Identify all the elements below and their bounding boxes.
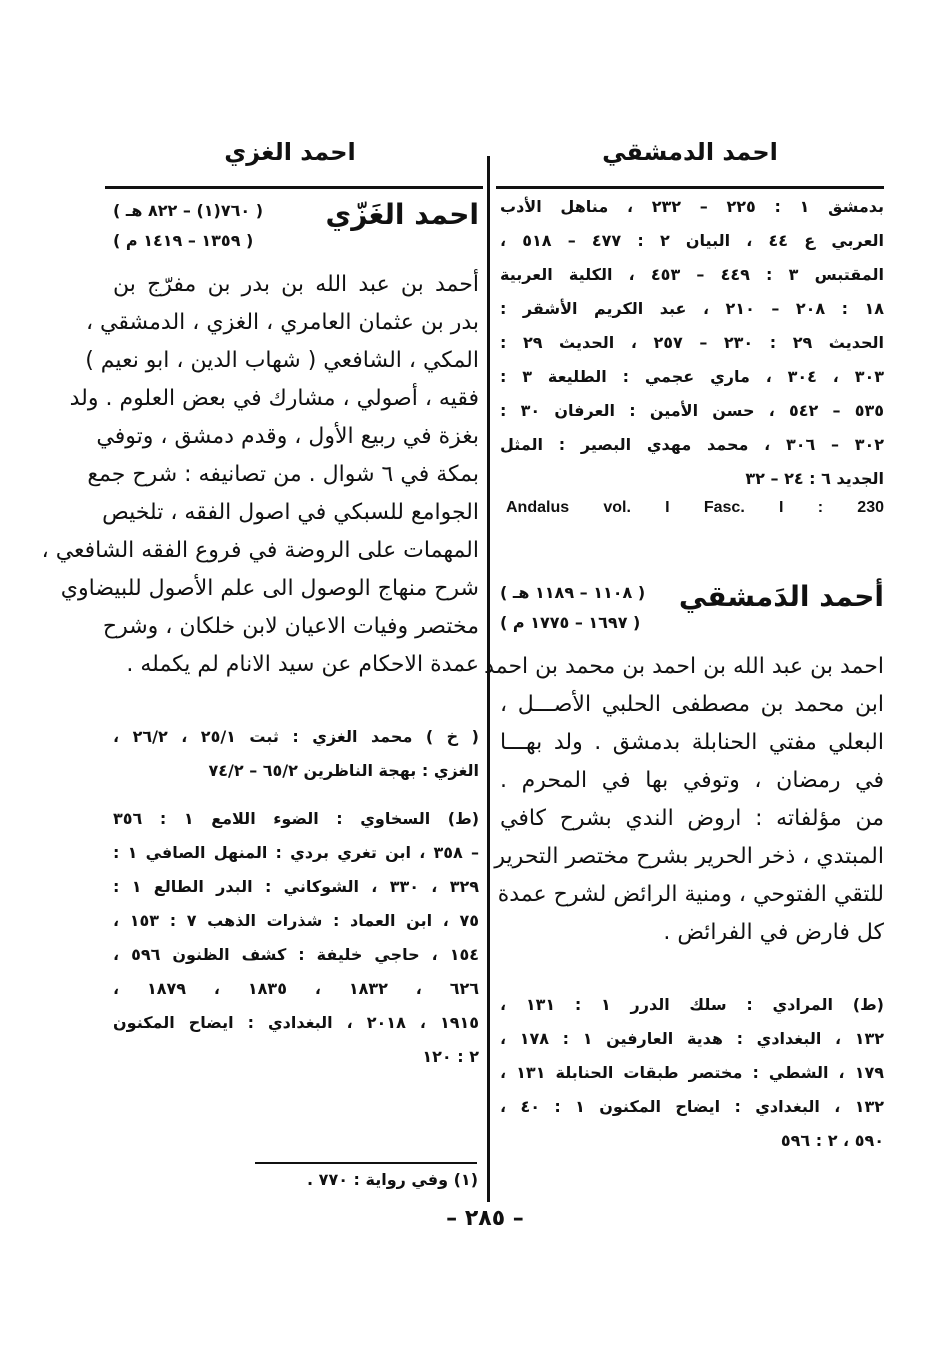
footnote-rule <box>255 1162 477 1164</box>
dates-hijri: ( ۱۱۰۸ – ۱۱۸۹ هـ ) <box>500 583 646 602</box>
running-header-right: احمد الدمشقي <box>602 138 778 166</box>
body-line: فقيه ، أصولي ، مشارك في بعض العلوم . ولد <box>69 386 479 411</box>
manuscript-sources <box>113 720 479 788</box>
body-line: شرح منهاج الوصول الى علم الأصول للبيضاوي <box>60 576 479 601</box>
left-column <box>41 196 480 1074</box>
reference-line: الجديد ٦ : ٢٤ – ٣٢ <box>745 469 884 488</box>
right-column <box>484 190 885 1158</box>
running-header-left: احمد الغزي <box>224 138 356 166</box>
source-line: – ۳٥۸ ، ابن تغري بردي : المنهل الصافي ۱ : <box>113 843 480 862</box>
body-line: أحمد بن عبد الله بن بدر بن مفرّج بن <box>113 272 479 297</box>
reference-line: ٣٠٣ ، ٣٠٤ ، ماري عجمي : الطليعة ٣ : <box>500 367 885 386</box>
entry-body <box>41 266 479 684</box>
entry-name: احمد الغَزّي <box>325 198 479 231</box>
source-line: ۱۳۲ ، البغدادي : هدية العارفين ۱ : ۱۷۸ ، <box>500 1029 885 1048</box>
entry-body <box>484 648 884 952</box>
source-line: ٥٩٠ ، ۲ : ٥٩٦ <box>780 1131 884 1150</box>
continuation-references <box>500 190 884 520</box>
entry-dates <box>113 196 263 256</box>
header-rule-left <box>105 186 483 189</box>
source-line: ۱۷۹ ، الشطي : مختصر طبقات الحنابلة ۱۳۱ ، <box>500 1063 884 1082</box>
source-line: (ط) السخاوي : الضوء اللامع ۱ : ۳٥٦ <box>113 809 480 828</box>
source-line: ٦۲٦ ، ۱۸۳۲ ، ۱۸۳٥ ، ۱۸۷۹ ، <box>113 979 480 998</box>
latin-reference: Andalus vol. I Fasc. I : 230 <box>506 499 884 516</box>
source-line: (ط) المرادي : سلك الدرر ۱ : ۱۳۱ ، <box>500 995 884 1014</box>
reference-line: ٥٣٥ – ٥٤٢ ، حسن الأمين : العرفان ٣٠ : <box>500 401 885 420</box>
body-line: احمد بن عبد الله بن احمد بن محمد بن احمد <box>484 654 884 679</box>
reference-line: ١٨ : ٢٠٨ – ٢١٠ ، عبد الكريم الأشقر : <box>500 299 885 318</box>
source-line: الغزي : بهجة الناظرين ٦٥/٢ – ٧٤/٢ <box>208 761 479 780</box>
dates-hijri: ( ۷٦۰(۱) – ۸۲۲ هـ ) <box>113 201 264 220</box>
source-line: ۱۹۱٥ ، ۲۰۱۸ ، البغدادي : ايضاح المكنون <box>113 1013 480 1032</box>
body-line: بغزة في ربيع الأول ، وقدم دمشق ، وتوفي <box>96 424 479 449</box>
printed-sources <box>113 802 479 1074</box>
body-line: المبتدي ، ذخر الحرير بشرح مختصر التحرير <box>494 844 884 869</box>
dates-gregorian: ( ۱٦۹۷ – ۱۷۷٥ م ) <box>500 613 641 632</box>
body-line: بدر بن عثمان العامري ، الغزي ، الدمشقي ، <box>85 310 479 335</box>
source-line: ۲ : ۱۲۰ <box>422 1047 479 1066</box>
source-line: ۳۲۹ ، ۳۳۰ ، الشوكاني : البدر الطالع ۱ : <box>113 877 479 896</box>
entry-dates <box>500 578 645 638</box>
body-line: مختصر وفيات الاعيان لابن خلكان ، وشرح <box>102 614 479 639</box>
source-line: ۱٥٤ ، حاجي خليفة : كشف الظنون ٥۹٦ ، <box>113 945 479 964</box>
reference-line: العربي ع ٤٤ ، البيان ۲ : ٤٧٧ – ٥١٨ ، <box>500 231 884 250</box>
page-number: – ۲۸٥ – <box>446 1206 524 1231</box>
reference-line: ٣٠٢ – ٣٠٦ ، محمد مهدي البصير : المثل <box>500 435 885 454</box>
body-line: بمكة في ٦ شوال . من تصانيفه : شرح جمع <box>87 462 479 487</box>
footnote: (۱) وفي رواية : ۷۷۰ . <box>307 1170 478 1189</box>
entry-name: أحمد الدَمشقي <box>678 580 884 613</box>
source-line: ( خ ) محمد الغزي : ثبت ٢٥/١ ، ٢٦/٢ ، <box>113 727 479 746</box>
body-line: المهمات على الروضة في فروع الفقه الشافعي ، <box>41 538 479 563</box>
body-line: عمدة الاحكام عن سيد الانام لم يكمله . <box>126 652 479 677</box>
body-line: البعلي مفتي الحنابلة بدمشق . ولد بهـــا <box>500 730 884 755</box>
entry-sources <box>500 988 884 1158</box>
body-line: ابن محمد بن مصطفى الحلبي الأصـــل ، <box>500 692 884 717</box>
header-rule-right <box>496 186 884 189</box>
body-line: للتقي الفتوحي ، ومنية الرائض لشرح عمدة <box>497 882 884 907</box>
body-line: كل فارض في الفرائض . <box>663 920 884 945</box>
dates-gregorian: ( ۱۳٥۹ – ۱٤۱۹ م ) <box>113 231 254 250</box>
source-line: ۱۳۲ ، البغدادي : ايضاح المكنون ۱ : ٤٠ ، <box>500 1097 885 1116</box>
entry-heading-ghazzi <box>113 196 479 266</box>
body-line: الجوامع للسبكي في اصول الفقه ، تلخيص <box>102 500 479 525</box>
source-line: ۷٥ ، ابن العماد : شذرات الذهب ۷ : ۱٥۳ ، <box>113 911 479 930</box>
reference-line: المقتبس ۳ : ٤٤٩ – ٤٥۳ ، الكلية العربية <box>500 265 885 284</box>
reference-line: الحديث ٢٩ : ٢٣٠ – ٢٥٧ ، الحديث ٢٩ : <box>500 333 885 352</box>
body-line: المكي ، الشافعي ( شهاب الدين ، ابو نعيم ) <box>85 348 479 373</box>
reference-line: بدمشق ۱ : ۲۲٥ – ۲۳۲ ، مناهل الأدب <box>500 197 885 216</box>
body-line: في رمضان ، وتوفي بها في المحرم . <box>500 768 884 793</box>
body-line: من مؤلفاته : اروض الندي بشرح كافي <box>500 806 884 831</box>
entry-heading-dimashqi <box>500 578 884 648</box>
